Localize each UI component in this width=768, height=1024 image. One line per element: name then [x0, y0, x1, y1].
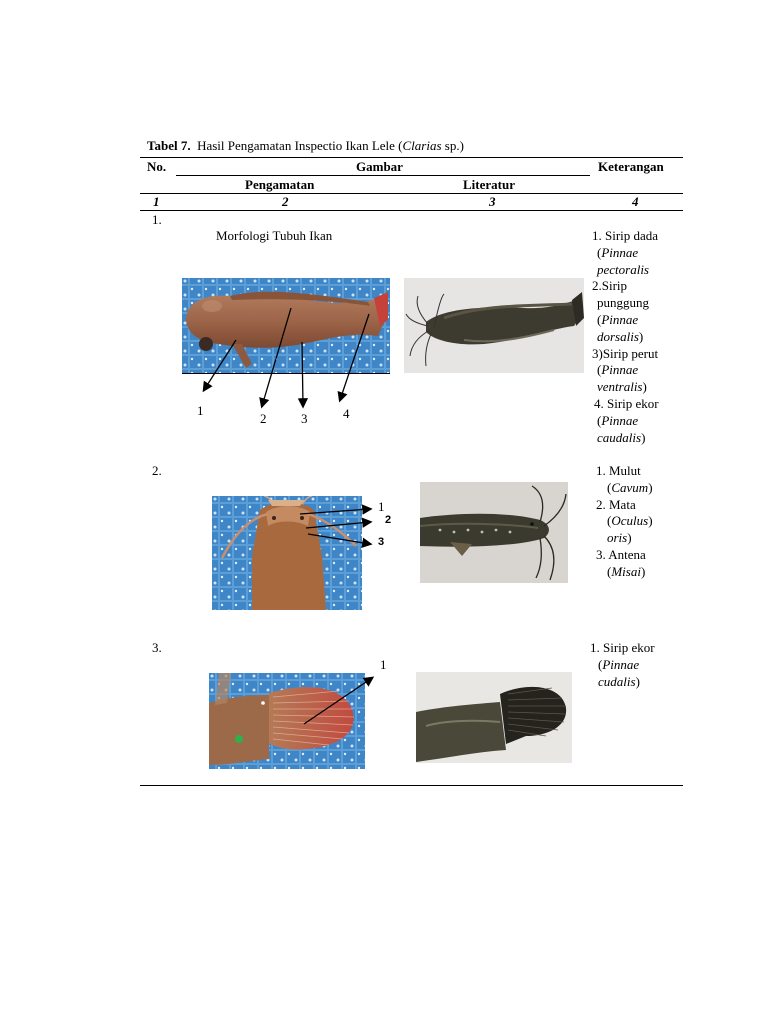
- row3-keterangan: [590, 640, 655, 690]
- row1-keterangan: [592, 228, 659, 446]
- header-gambar: Gambar: [356, 159, 403, 174]
- header-rule: [140, 193, 683, 194]
- table-caption: [147, 138, 464, 154]
- row1-label-1: 1: [197, 403, 204, 418]
- ket-line: (Pinnae: [597, 311, 639, 327]
- col-number-3: 3: [489, 194, 496, 209]
- row1-literature-photo: [404, 278, 584, 373]
- row3-literature-photo: [416, 672, 572, 763]
- header-literatur: Literatur: [463, 177, 515, 192]
- row3-number: 3.: [152, 640, 162, 655]
- ket-line: 3. Antena: [596, 546, 646, 562]
- row2-number: 2.: [152, 463, 162, 478]
- ket-line: 3)Sirip perut: [592, 345, 659, 361]
- ket-line: dorsalis): [597, 328, 644, 344]
- ket-line: cudalis): [598, 673, 640, 689]
- header-keterangan: Keterangan: [598, 159, 664, 174]
- row1-number: 1.: [152, 212, 162, 227]
- row1-label-3: 3: [301, 411, 308, 426]
- caption-label: Tabel 7.: [147, 138, 191, 153]
- caption-text-end: sp.): [441, 138, 464, 153]
- row2-pointer-arrows: [296, 500, 376, 550]
- ket-line: caudalis): [597, 429, 646, 445]
- ket-line: (Pinnae: [597, 244, 639, 260]
- row1-label-2: 2: [260, 411, 267, 426]
- row2-literature-photo: [420, 482, 568, 583]
- ket-line: (Cavum): [607, 479, 653, 495]
- header-pengamatan: Pengamatan: [245, 177, 315, 192]
- ket-line: oris): [607, 530, 632, 546]
- ket-line: 4. Sirip ekor: [594, 395, 659, 411]
- row2-label-1: 1: [378, 499, 385, 514]
- ket-line: (Misai): [607, 563, 646, 579]
- row2-label-2: 2: [385, 514, 392, 526]
- caption-text: Hasil Pengamatan Inspectio Ikan Lele (: [197, 138, 403, 153]
- ket-line: 1. Sirip dada: [592, 228, 659, 243]
- numbering-rule: [140, 210, 683, 211]
- row3-pointer-arrow: [300, 672, 380, 732]
- ket-line: pectoralis: [597, 261, 649, 277]
- ket-line: (Pinnae: [598, 656, 640, 672]
- row2-label-3: 3: [378, 536, 385, 548]
- ket-line: 1. Sirip ekor: [590, 640, 655, 655]
- gambar-rule: [176, 175, 590, 176]
- ket-line: 2.Sirip: [592, 278, 628, 294]
- ket-line: 1. Mulut: [596, 463, 641, 478]
- col-number-1: 1: [153, 194, 160, 209]
- ket-line: (Oculus): [607, 513, 653, 529]
- table-bottom-rule: [140, 785, 683, 786]
- ket-line: 2. Mata: [596, 496, 636, 512]
- ket-line: (Pinnae: [597, 362, 639, 378]
- ket-line: punggung: [597, 295, 649, 311]
- row1-label-4: 4: [343, 406, 350, 421]
- caption-italic: Clarias: [402, 138, 442, 153]
- row1-title: Morfologi Tubuh Ikan: [216, 228, 333, 243]
- header-no: No.: [147, 159, 167, 174]
- ket-line: (Pinnae: [597, 412, 639, 428]
- col-number-2: 2: [282, 194, 289, 209]
- ket-line: ventralis): [597, 379, 647, 395]
- row1-pointer-arrows: [190, 300, 390, 420]
- row2-keterangan: [596, 463, 653, 581]
- row3-label-1: 1: [380, 657, 387, 672]
- col-number-4: 4: [632, 194, 639, 209]
